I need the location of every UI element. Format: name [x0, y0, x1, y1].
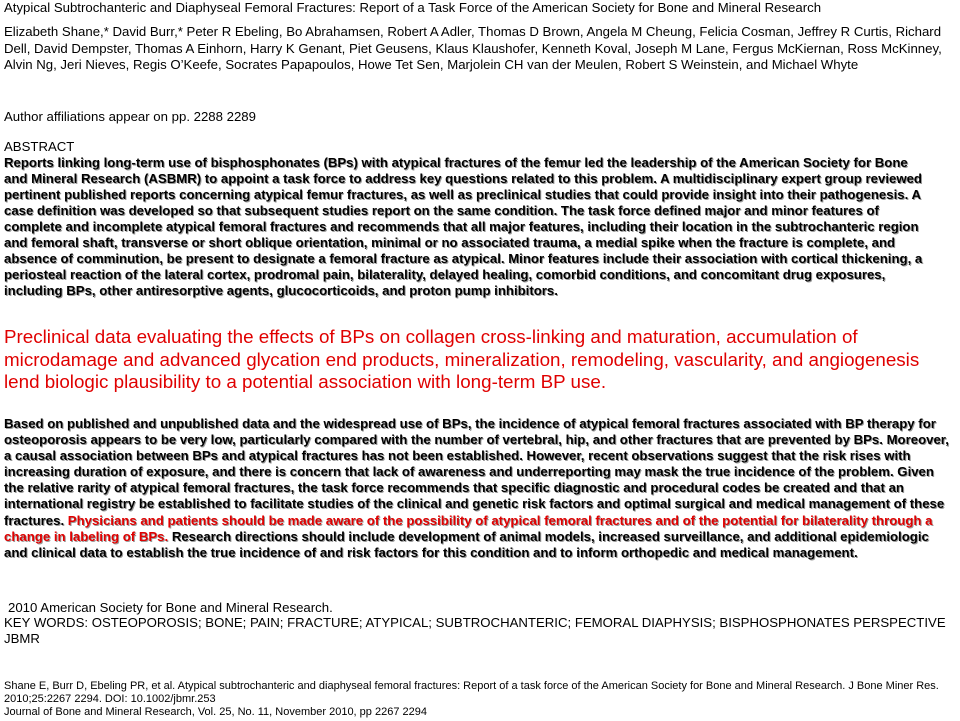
keywords-line: KEY WORDS: OSTEOPOROSIS; BONE; PAIN; FRACTURE; ATYPICAL; SUBTROCHANTERIC; FEMORAL DIAPHYSIS; BISPHOSPHONATES PERSPECTIVE JBMR	[4, 615, 946, 646]
copyright-line: 2010 American Society for Bone and Mineral Research.	[8, 600, 333, 615]
conclusions-text-1: Based on published and unpublished data and the widespread use of BPs, the incidence of atypical femoral fractures associated with BP therapy for osteoporosis appears to be very low, particularly compared with the number of vertebral, hip, and other fractures that are prevented by BPs. Moreover, a causal association between BPs and atypical fractures has not been established. However, recent observations suggest that the risk rises with increasing duration of exposure, and there is concern that lack of awareness and underreporting may mask the true incidence of the problem. Given the relative rarity of atypical femoral fractures, the task force recommends that specific diagnostic and procedural codes be created and that an international registry be established to facilitate studies of the clinical and genetic risk factors and optimal surgical and medical management of these fractures.	[4, 416, 949, 528]
highlighted-finding: Preclinical data evaluating the effects of BPs on collagen cross-linking and maturation, accumulation of microdamage and advanced glycation end products, mineralization, remodeling, vascularity, and angiogenesis lend biologic plausibility to a potential association with long-term BP use.	[4, 326, 920, 392]
citation-line-2: Journal of Bone and Mineral Research, Vol. 25, No. 11, November 2010, pp 2267 2294	[4, 706, 427, 719]
citation-block	[4, 680, 944, 720]
author-list: Elizabeth Shane,* David Burr,* Peter R Ebeling, Bo Abrahamsen, Robert A Adler, Thomas D Brown, Angela M Cheung, Felicia Cosman, Jeffrey R Curtis, Richard Dell, David Dempster, Thomas A Einhorn, Harry K Genant, Piet Geusens, Klaus Klaushofer, Kenneth Koval, Joseph M Lane, Fergus McKiernan, Ross McKinney, Alvin Ng, Jeri Nieves, Regis O’Keefe, Socrates Papapoulos, Howe Tet Sen, Marjolein CH van der Meulen, Robert S Weinstein, and Michael Whyte	[4, 24, 942, 72]
affiliations-note: Author affiliations appear on pp. 2288 2289	[4, 109, 256, 124]
conclusions-paragraph	[4, 416, 954, 561]
citation-line-1: Shane E, Burr D, Ebeling PR, et al. Atypical subtrochanteric and diaphyseal femoral fractures: Report of a task force of the American Society for Bone and Mineral Research. J Bone Miner Res. 2010;25:2267 2294. DOI: 10.1002/jbmr.253	[4, 680, 939, 706]
conclusions-text-2: Research directions should include development of animal models, increased surveillance, and additional epidemiologic and clinical data to establish the true incidence of and risk factors for this condition and to inform orthopedic and medical management.	[4, 528, 929, 560]
article-title: Atypical Subtrochanteric and Diaphyseal Femoral Fractures: Report of a Task Force of the American Society for Bone and Mineral Research	[4, 0, 822, 15]
abstract-heading: ABSTRACT	[4, 139, 75, 154]
conclusions-text-red: Physicians and patients should be made aware of the possibility of atypical femoral fractures and of the potential for bilaterality through a change in labeling of BPs.	[4, 512, 933, 544]
abstract-text: Reports linking long-term use of bisphosphonates (BPs) with atypical fractures of the femur led the leadership of the American Society for Bone and Mineral Research (ASBMR) to appoint a task force to address key questions related to this problem. A multidisciplinary expert group reviewed pertinent published reports concerning atypical femur fractures, as well as preclinical studies that could provide insight into their pathogenesis. A case definition was developed so that subsequent studies report on the same condition. The task force defined major and minor features of complete and incomplete atypical femoral fractures and recommends that all major features, including their location in the subtrochanteric region and femoral shaft, transverse or short oblique orientation, minimal or no associated trauma, a medial spike when the fracture is complete, and absence of comminution, be present to designate a femoral fracture as atypical. Minor features include their association with cortical thickening, a periosteal reaction of the lateral cortex, prodromal pain, bilaterality, delayed healing, comorbid conditions, and concomitant drug exposures, including BPs, other antiresorptive agents, glucocorticoids, and proton pump inhibitors.	[4, 155, 923, 298]
